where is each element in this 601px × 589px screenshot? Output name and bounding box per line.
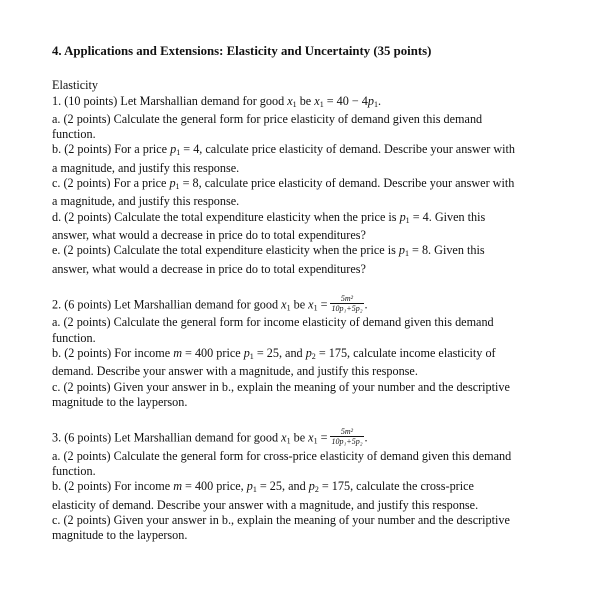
demand-fraction: $\frac{\text{5m²}}{\text{10p₁+5p₂}}$ [331, 427, 363, 447]
q1-part-b-line2: a magnitude, and justify this response. [52, 160, 240, 175]
q1-part-c-line1: c. (2 points) For a price $p_1 = 8$, calculate price elasticity of demand. Describe your answer with [52, 176, 515, 192]
q1-part-d-line2: answer, what would a decrease in price do to total expenditures? [52, 227, 366, 242]
question-3 [52, 429, 572, 543]
q1-intro: 1. (10 points) Let Marshallian demand for good $x_1$ be $x_1 = 40 - 4p_1$. [52, 93, 382, 109]
q2-part-b-line1: b. (2 points) For income m = 400 price $p_1 = 25$, and $p_2 = 175$, calculate income elasticity of [52, 346, 496, 362]
q1-part-e-line1: e. (2 points) Calculate the total expenditure elasticity when the price is $p_1 = 8$. Given this [52, 243, 485, 259]
question-2 [52, 293, 572, 410]
q3-part-b-line1: b. (2 points) For income m = 400 price, $p_1 = 25$, and $p_2 = 175$, calculate the cross-price [52, 479, 474, 495]
q1-part-c-line2: a magnitude, and justify this response. [52, 194, 240, 209]
q2-part-c-line2: magnitude to the layperson. [52, 394, 188, 409]
document-page [52, 44, 572, 544]
q2-part-a-line2: function. [52, 330, 96, 345]
q3-intro: 3. (6 points) Let Marshallian demand for good $x_1$ be $x_1$ = $\frac{\text{5m²}}{\text{10p₁+5p₂}}$ . [52, 427, 368, 447]
q3-part-c-line2: magnitude to the layperson. [52, 528, 188, 543]
q2-intro: 2. (6 points) Let Marshallian demand for good $x_1$ be $x_1$ = $\frac{\text{5m²}}{\text{10p₁+5p₂}}$ . [52, 293, 368, 313]
q1-part-b-line1: b. (2 points) For a price $p_1 = 4$, calculate price elasticity of demand. Describe your answer with [52, 142, 516, 158]
section-heading: 4. Applications and Extensions: Elasticity and Uncertainty (35 points) [52, 44, 432, 58]
q3-part-b-line2: elasticity of demand. Describe your answer with a magnitude, and justify this response. [52, 497, 479, 512]
q1-part-a-line1: a. (2 points) Calculate the general form for price elasticity of demand given this demand [52, 111, 483, 126]
q1-part-a-line2: function. [52, 127, 96, 142]
q1-part-d-line1: d. (2 points) Calculate the total expenditure elasticity when the price is $p_1 = 4$. Given this [52, 209, 486, 225]
question-1 [52, 94, 572, 277]
demand-fraction: $\frac{\text{5m²}}{\text{10p₁+5p₂}}$ [331, 293, 363, 313]
q1-part-e-line2: answer, what would a decrease in price do to total expenditures? [52, 261, 366, 276]
q2-part-a-line1: a. (2 points) Calculate the general form for income elasticity of demand given this demand [52, 315, 494, 330]
q3-part-a-line2: function. [52, 464, 96, 479]
q2-part-c-line1: c. (2 points) Given your answer in b., explain the meaning of your number and the descriptive [52, 379, 510, 394]
subsection-label: Elasticity [52, 78, 99, 93]
q3-part-a-line1: a. (2 points) Calculate the general form for cross-price elasticity of demand given this demand [52, 448, 512, 463]
q2-part-b-line2: demand. Describe your answer with a magnitude, and justify this response. [52, 364, 418, 379]
q3-part-c-line1: c. (2 points) Given your answer in b., explain the meaning of your number and the descriptive [52, 513, 510, 528]
